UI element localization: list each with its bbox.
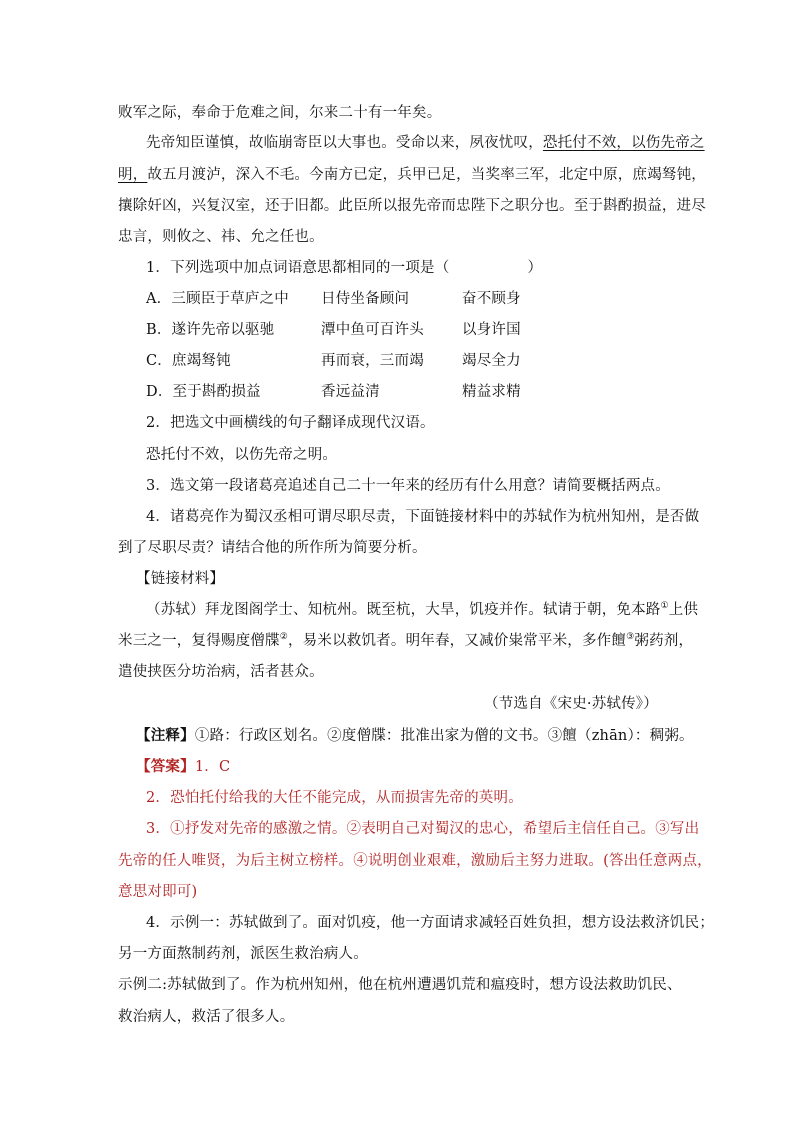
- q1-stem-text: 1．下列选项中加点词语意思都相同的一项是（: [146, 260, 450, 276]
- answer-3-line-3: [118, 883, 197, 901]
- q1-option-d: [146, 383, 546, 401]
- passage-text: 攘除奸凶，兴复汉室，还于旧都。此臣所以报先帝而忠陛下之职分也。至于斟酌损益，进尽: [118, 198, 706, 214]
- passage-text: 故五月渡泸，深入不毛。今南方已定，兵甲已足，当奖率三军，北定中原，庶竭驽钝，: [147, 167, 707, 183]
- option-phrase-b: 香远益清: [321, 384, 380, 400]
- answer-2-text: 2．恐怕托付给我的大任不能完成，从而损害先帝的英明。: [146, 790, 523, 806]
- answer-label: 【答案】: [136, 758, 195, 775]
- passage-line-4: [118, 197, 706, 215]
- answer-3-text: 3．①抒发对先帝的感激之情。②表明自己对蜀汉的忠心，希望后主信任自己。③写出: [146, 821, 700, 837]
- footnote-marker: ①: [660, 601, 669, 612]
- q2-sentence: [146, 446, 337, 464]
- answer-3-line-1: [146, 820, 699, 838]
- link-text: 粥药剂，: [634, 633, 694, 649]
- passage-text: 先帝知臣谨慎，故临崩寄臣以大事也。受命以来，夙夜忧叹，: [146, 135, 543, 151]
- link-text: 上供: [668, 602, 699, 618]
- option-phrase-c: 精益求精: [462, 384, 521, 400]
- q1-stem: [146, 259, 542, 277]
- option-label: C．庶竭驽钝: [146, 353, 231, 369]
- q4-stem-line-1: [146, 508, 699, 526]
- link-text: （苏轼）拜龙图阁学士、知杭州。既至杭，大旱，饥疫并作。轼请于朝，免本路: [146, 602, 661, 618]
- notes: [136, 727, 694, 745]
- answer-4-line-2: [118, 945, 368, 963]
- passage-text: 忠言，则攸之、祎、允之任也。: [118, 229, 324, 245]
- answer-4-text: 另一方面熬制药剂，派医生救治病人。: [118, 946, 368, 962]
- notes-label: 【注释】: [136, 727, 195, 744]
- option-label: A．三顾臣于草庐之中: [146, 291, 289, 307]
- link-line-2: [118, 632, 693, 650]
- passage-text: 败军之际，奉命于危难之间，尔来二十有一年矣。: [118, 105, 442, 121]
- answer-line-1: [136, 758, 230, 776]
- option-phrase-c: 以身许国: [462, 322, 521, 338]
- footnote-marker: ③: [626, 632, 635, 643]
- answer-3-line-2: [118, 852, 712, 870]
- link-text: ，易米以救饥者。明年春，又减价粜常平米，多作饘: [287, 633, 627, 649]
- q3-stem: [146, 477, 670, 495]
- answer-2: [146, 789, 523, 807]
- answer-4-text: 救治病人，救活了很多人。: [118, 1009, 295, 1025]
- answer-4-line-3: [118, 976, 682, 994]
- option-phrase-b: 日侍坐备顾问: [321, 291, 410, 307]
- notes-text: ①路：行政区划名。②度僧牒：批准出家为僧的文书。③饘（zhān）：稠粥。: [194, 728, 694, 744]
- q1-stem-close: ）: [527, 260, 543, 276]
- q1-option-c: [146, 352, 546, 370]
- answer-4-line-1: [146, 914, 714, 932]
- source-text: （节选自《宋史·苏轼传》）: [484, 696, 658, 712]
- passage-line-1: [118, 104, 441, 122]
- q1-option-a: [146, 290, 546, 308]
- answer-4-line-4: [118, 1008, 294, 1026]
- link-text: 米三之一，复得赐度僧牒: [118, 633, 280, 649]
- underlined-sentence: 恐托付不效，以伤先帝之: [542, 135, 705, 151]
- q3-stem-text: 3．选文第一段诸葛亮追述自己二十一年来的经历有什么用意？请简要概括两点。: [146, 478, 670, 494]
- answer-3-text: 意思对即可): [118, 884, 198, 900]
- option-phrase-b: 潭中鱼可百许头: [321, 322, 424, 338]
- answer-4-text: 示例二:苏轼做到了。作为杭州知州，他在杭州遭遇饥荒和瘟疫时，想方设法救助饥民、: [118, 977, 682, 993]
- link-line-1: [146, 601, 698, 619]
- option-phrase-c: 奋不顾身: [462, 291, 521, 307]
- link-source: [484, 695, 658, 713]
- link-heading-text: 【链接材料】: [136, 571, 225, 587]
- option-label: B．遂许先帝以驱驰: [146, 322, 275, 338]
- underlined-sentence-end: 明，: [118, 167, 148, 183]
- q1-option-b: [146, 321, 546, 339]
- q2-sentence-text: 恐托付不效，以伤先帝之明。: [146, 447, 338, 463]
- link-heading: [136, 570, 224, 588]
- link-text: 遣使挟医分坊治病，活者甚众。: [118, 664, 324, 680]
- option-phrase-c: 竭尽全力: [462, 353, 521, 369]
- answer-1: 1．C: [194, 759, 231, 775]
- q2-stem: [146, 414, 435, 432]
- link-line-3: [118, 663, 324, 681]
- passage-line-3: [118, 166, 706, 184]
- q2-stem-text: 2．把选文中画横线的句子翻译成现代汉语。: [146, 415, 435, 431]
- q4-stem-text: 4．诸葛亮作为蜀汉丞相可谓尽职尽责，下面链接材料中的苏轼作为杭州知州，是否做: [146, 509, 700, 525]
- q4-stem-line-2: [118, 539, 427, 557]
- answer-3-text: 先帝的任人唯贤，为后主树立榜样。④说明创业艰难，激励后主努力进取。(答出任意两点，: [118, 853, 712, 869]
- answer-4-text: 4．示例一：苏轼做到了。面对饥疫，他一方面请求减轻百姓负担，想方设法救济饥民；: [146, 915, 715, 931]
- passage-line-5: [118, 228, 324, 246]
- footnote-marker: ②: [279, 632, 288, 643]
- passage-line-2: [146, 134, 705, 152]
- option-label: D．至于斟酌损益: [146, 384, 261, 400]
- q4-stem-text: 到了尽职尽责？请结合他的所作所为简要分析。: [118, 540, 427, 556]
- option-phrase-b: 再而衰，三而竭: [321, 353, 424, 369]
